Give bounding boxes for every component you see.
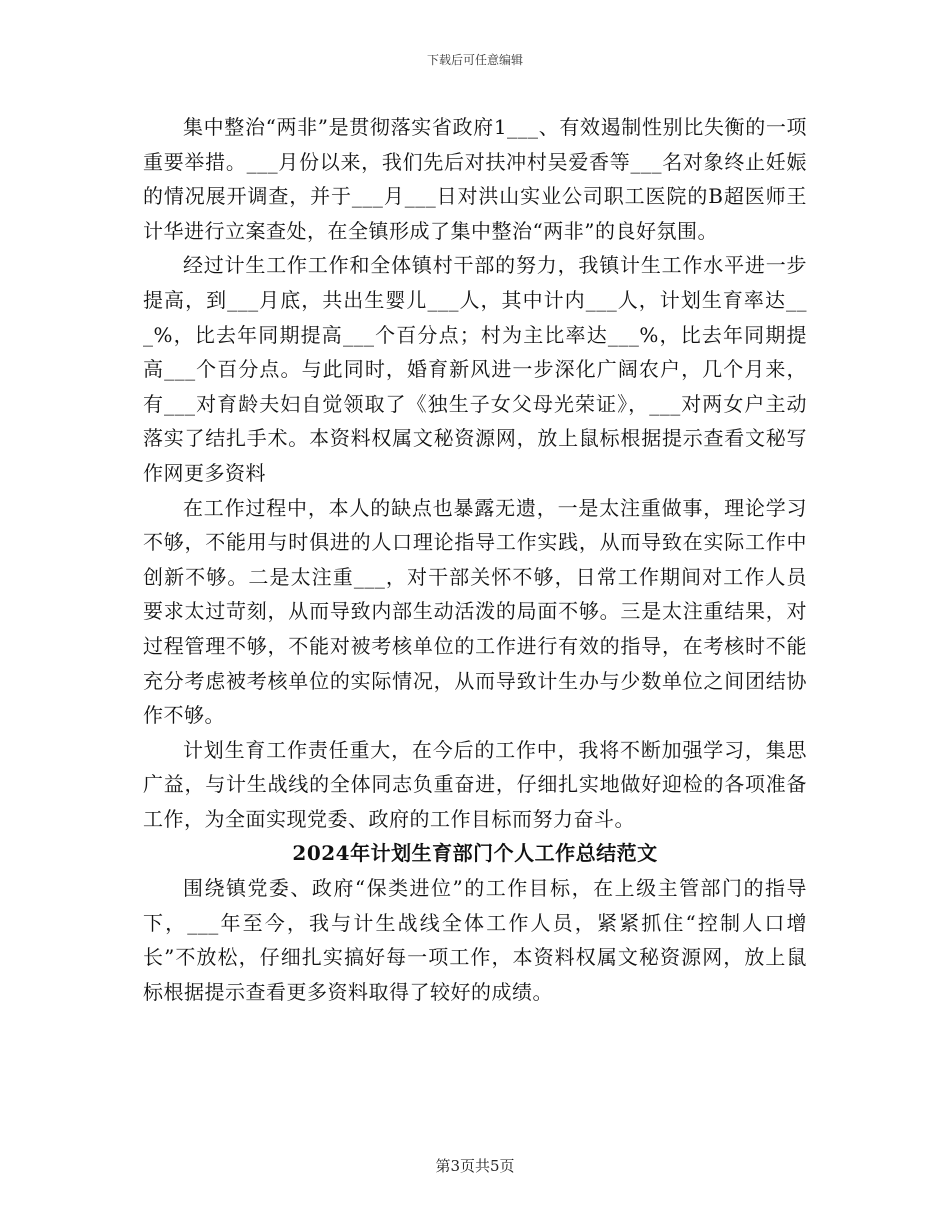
page-header: 下载后可任意编辑 <box>426 53 523 67</box>
paragraph-3: 在工作过程中，本人的缺点也暴露无遗，一是太注重做事，理论学习不够，不能用与时俱进的人口理论指导工作实践，从而导致在实际工作中创新不够。二是太注重___，对干部关怀不够，日常工作期间对工作人员要求太过苛刻，从而导致内部生动活泼的局面不够。三是太注重结果，对过程管理不够，不能对被考核单位的工作进行有效的指导，在考核时不能充分考虑被考核单位的实际情况，从而导致计生办与少数单位之间团结协作不够。 <box>143 495 807 728</box>
section-title: 2024年计划生育部门个人工作总结范文 <box>292 841 658 866</box>
page-number: 第3页共5页 <box>435 1157 515 1175</box>
paragraph-1: 集中整治“两非”是贯彻落实省政府1___、有效遏制性别比失衡的一项重要举措。___月份以来，我们先后对扶冲村吴爱香等___名对象终止妊娠的情况展开调查，并于___月___日对洪山实业公司职工医院的B超医师王计华进行立案查处，在全镇形成了集中整治“两非”的良好氛围。 <box>143 115 807 243</box>
section-paragraph-1: 围绕镇党委、政府“保类进位”的工作目标，在上级主管部门的指导下，___年至今，我与计生战线全体工作人员，紧紧抓住“控制人口增长”不放松，仔细扎实搞好每一项工作，本资料权属文秘资源网，放上鼠标根据提示查看更多资料取得了较好的成绩。 <box>143 876 807 1004</box>
paragraph-4: 计划生育工作责任重大，在今后的工作中，我将不断加强学习，集思广益，与计生战线的全体同志负重奋进，仔细扎实地做好迎检的各项准备工作，为全面实现党委、政府的工作目标而努力奋斗。 <box>143 737 807 831</box>
paragraph-2: 经过计生工作工作和全体镇村干部的努力，我镇计生工作水平进一步提高，到___月底，共出生婴儿___人，其中计内___人，计划生育率达___%，比去年同期提高___个百分点；村为主比率达___%，比去年同期提高___个百分点。与此同时，婚育新风进一步深化广阔农户，几个月来，有___对育龄夫妇自觉领取了《独生子女父母光荣证》，___对两女户主动落实了结扎手术。本资料权属文秘资源网，放上鼠标根据提示查看文秘写作网更多资料 <box>143 253 807 485</box>
document-body <box>143 110 807 1009</box>
